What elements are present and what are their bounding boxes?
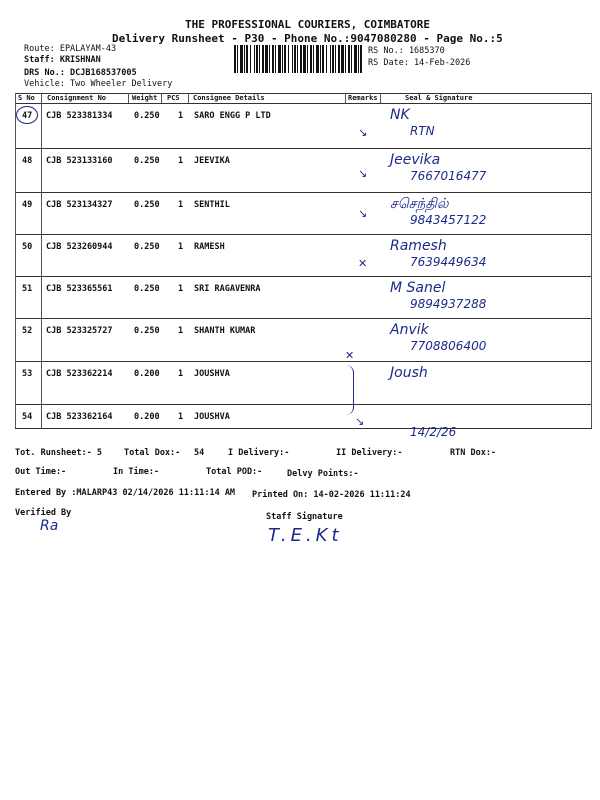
row-weight: 0.200: [134, 369, 160, 379]
verified-by-label: Verified By: [15, 508, 72, 518]
barcode-bar: [269, 45, 270, 73]
total-pod-label: Total POD:-: [206, 467, 263, 477]
verified-by-signature: Ra: [40, 518, 59, 534]
row-pcs: 1: [178, 242, 184, 252]
barcode-bar: [297, 45, 298, 73]
printed-on: Printed On: 14-02-2026 11:11:24: [252, 490, 411, 500]
row-consignee: JEEVIKA: [194, 156, 230, 166]
total-dox-label: Total Dox:-: [124, 448, 181, 458]
row-remark-mark: ✕: [345, 349, 355, 362]
barcode-bar: [288, 45, 289, 73]
row-sno: 49: [22, 200, 33, 210]
barcode-bar: [320, 45, 321, 73]
row-consignment-no: CJB 523362164: [46, 412, 113, 422]
row-signature-phone: 14/2/26: [410, 425, 457, 439]
barcode-bar: [345, 45, 346, 73]
in-time-label: In Time:-: [113, 467, 160, 477]
barcode-bar: [256, 45, 258, 73]
row-signature-phone: RTN: [410, 124, 435, 138]
out-time-label: Out Time:-: [15, 467, 67, 477]
col-header-consignee: Consignee Details: [193, 94, 265, 102]
row-consignee: SRI RAGAVENRA: [194, 284, 261, 294]
total-dox-value: 54: [194, 448, 205, 458]
row-consignment-no: CJB 523365561: [46, 284, 113, 294]
runsheet-table: [15, 93, 592, 439]
rows-53-54-bracket-mark: [345, 365, 354, 415]
barcode-bar: [259, 45, 260, 73]
row-consignment-no: CJB 523362214: [46, 369, 113, 379]
row-remark-mark: ↘: [358, 126, 368, 139]
barcode-graphic: [234, 45, 364, 73]
barcode-bar: [322, 45, 324, 73]
barcode-bar: [282, 45, 283, 73]
barcode-bar: [341, 45, 344, 73]
tot-runsheet: Tot. Runsheet:- 5: [15, 448, 102, 458]
row-sno: 48: [22, 156, 33, 166]
barcode-bar: [348, 45, 350, 73]
staff-label: Staff: KRISHNAN: [24, 55, 101, 65]
row-weight: 0.250: [134, 326, 160, 336]
barcode-bar: [246, 45, 248, 73]
row-consignee: SARO ENGG P LTD: [194, 111, 271, 121]
row-sno: 52: [22, 326, 33, 336]
barcode-bar: [240, 45, 243, 73]
row-pcs: 1: [178, 111, 184, 121]
barcode-bar: [303, 45, 306, 73]
entered-by: Entered By :MALARP43 02/14/2026 11:11:14 AM: [15, 488, 236, 498]
row-pcs: 1: [178, 369, 184, 379]
row-sno: 51: [22, 284, 33, 294]
row-pcs: 1: [178, 326, 184, 336]
row-consignment-no: CJB 523325727: [46, 326, 113, 336]
barcode-bar: [335, 45, 336, 73]
runsheet-title: Delivery Runsheet - P30 - Phone No.:9047080280 - Page No.:5: [112, 32, 503, 45]
row-remark-mark: ↘: [358, 167, 368, 180]
col-header-sno: S No: [18, 94, 35, 102]
row-signature: சசெந்தில்: [390, 196, 449, 212]
col-header-consignment: Consignment No: [47, 94, 107, 102]
barcode-bar: [278, 45, 281, 73]
barcode-bar: [292, 45, 293, 73]
vehicle-label: Vehicle: Two Wheeler Delivery: [24, 79, 173, 89]
barcode-bar: [326, 45, 327, 73]
row-weight: 0.250: [134, 242, 160, 252]
route-label: Route: EPALAYAM-43: [24, 44, 117, 54]
i-delivery-label: I Delivery:-: [228, 448, 290, 458]
row-sno: 53: [22, 369, 33, 379]
barcode-bar: [354, 45, 357, 73]
barcode-bar: [244, 45, 245, 73]
barcode-bar: [351, 45, 352, 73]
row-signature-phone: 7708806400: [410, 339, 487, 353]
row-pcs: 1: [178, 284, 184, 294]
barcode-bar: [332, 45, 334, 73]
row-consignee: RAMESH: [194, 242, 225, 252]
barcode-bar: [330, 45, 331, 73]
row-remark-mark: ✕: [358, 257, 368, 270]
rs-number: RS No.: 1685370: [368, 46, 445, 56]
row-consignment-no: CJB 523133160: [46, 156, 113, 166]
barcode-bar: [254, 45, 255, 73]
col-header-remarks: Remarks: [348, 94, 378, 102]
barcode-bar: [338, 45, 340, 73]
row-sno: 50: [22, 242, 33, 252]
barcode-bar: [237, 45, 238, 73]
barcode-bar: [250, 45, 251, 73]
col-header-seal-signature: Seal & Signature: [405, 94, 473, 102]
row-remark-mark: ↘: [358, 207, 368, 220]
row-pcs: 1: [178, 156, 184, 166]
row-weight: 0.250: [134, 284, 160, 294]
row-signature: NK: [390, 107, 410, 123]
col-header-weight: Weight: [132, 94, 158, 102]
row-consignment-no: CJB 523260944: [46, 242, 113, 252]
row-signature: Jeevika: [390, 152, 441, 168]
barcode-bar: [265, 45, 268, 73]
barcode-bar: [275, 45, 276, 73]
row-weight: 0.200: [134, 412, 160, 422]
barcode-bar: [234, 45, 236, 73]
row-signature: M Sanel: [390, 280, 446, 296]
row-consignee: JOUSHVA: [194, 369, 230, 379]
row-weight: 0.250: [134, 111, 160, 121]
rs-date: RS Date: 14-Feb-2026: [368, 58, 471, 68]
staff-signature-label: Staff Signature: [266, 512, 343, 522]
staff-signature: T.E.Kt: [268, 525, 343, 546]
barcode: [234, 45, 364, 73]
row-consignee: SENTHIL: [194, 200, 230, 210]
barcode-bar: [358, 45, 359, 73]
row-consignee: JOUSHVA: [194, 412, 230, 422]
barcode-bar: [262, 45, 264, 73]
barcode-bar: [284, 45, 286, 73]
barcode-bar: [272, 45, 274, 73]
row-consignee: SHANTH KUMAR: [194, 326, 256, 336]
row-consignment-no: CJB 523134327: [46, 200, 113, 210]
row-sno: 54: [22, 412, 33, 422]
barcode-bar: [313, 45, 314, 73]
row-signature-phone: 7667016477: [410, 169, 487, 183]
barcode-bar: [294, 45, 296, 73]
barcode-bar: [310, 45, 312, 73]
row-signature: Anvik: [390, 322, 429, 338]
row-pcs: 1: [178, 200, 184, 210]
col-header-pcs: PCS: [167, 94, 180, 102]
barcode-bar: [360, 45, 362, 73]
row-remark-mark: ↘: [355, 415, 365, 428]
barcode-bar: [316, 45, 319, 73]
row-signature-phone: 9894937288: [410, 297, 487, 311]
ii-delivery-label: II Delivery:-: [336, 448, 403, 458]
rtn-dox-label: RTN Dox:-: [450, 448, 497, 458]
row-pcs: 1: [178, 412, 184, 422]
row-weight: 0.250: [134, 200, 160, 210]
barcode-bar: [300, 45, 302, 73]
row-weight: 0.250: [134, 156, 160, 166]
delvy-points-label: Delvy Points:-: [287, 469, 359, 479]
drs-number: DRS No.: DCJB168537005: [24, 68, 137, 78]
row-signature-phone: 9843457122: [410, 213, 487, 227]
row-signature: Joush: [390, 365, 428, 381]
company-name: THE PROFESSIONAL COURIERS, COIMBATORE: [185, 18, 431, 31]
row-signature: Ramesh: [390, 238, 447, 254]
row-consignment-no: CJB 523381334: [46, 111, 113, 121]
row-signature-phone: 7639449634: [410, 255, 487, 269]
barcode-bar: [307, 45, 308, 73]
row-sno: 47: [22, 111, 33, 121]
row-47-circle-mark: [16, 106, 38, 124]
